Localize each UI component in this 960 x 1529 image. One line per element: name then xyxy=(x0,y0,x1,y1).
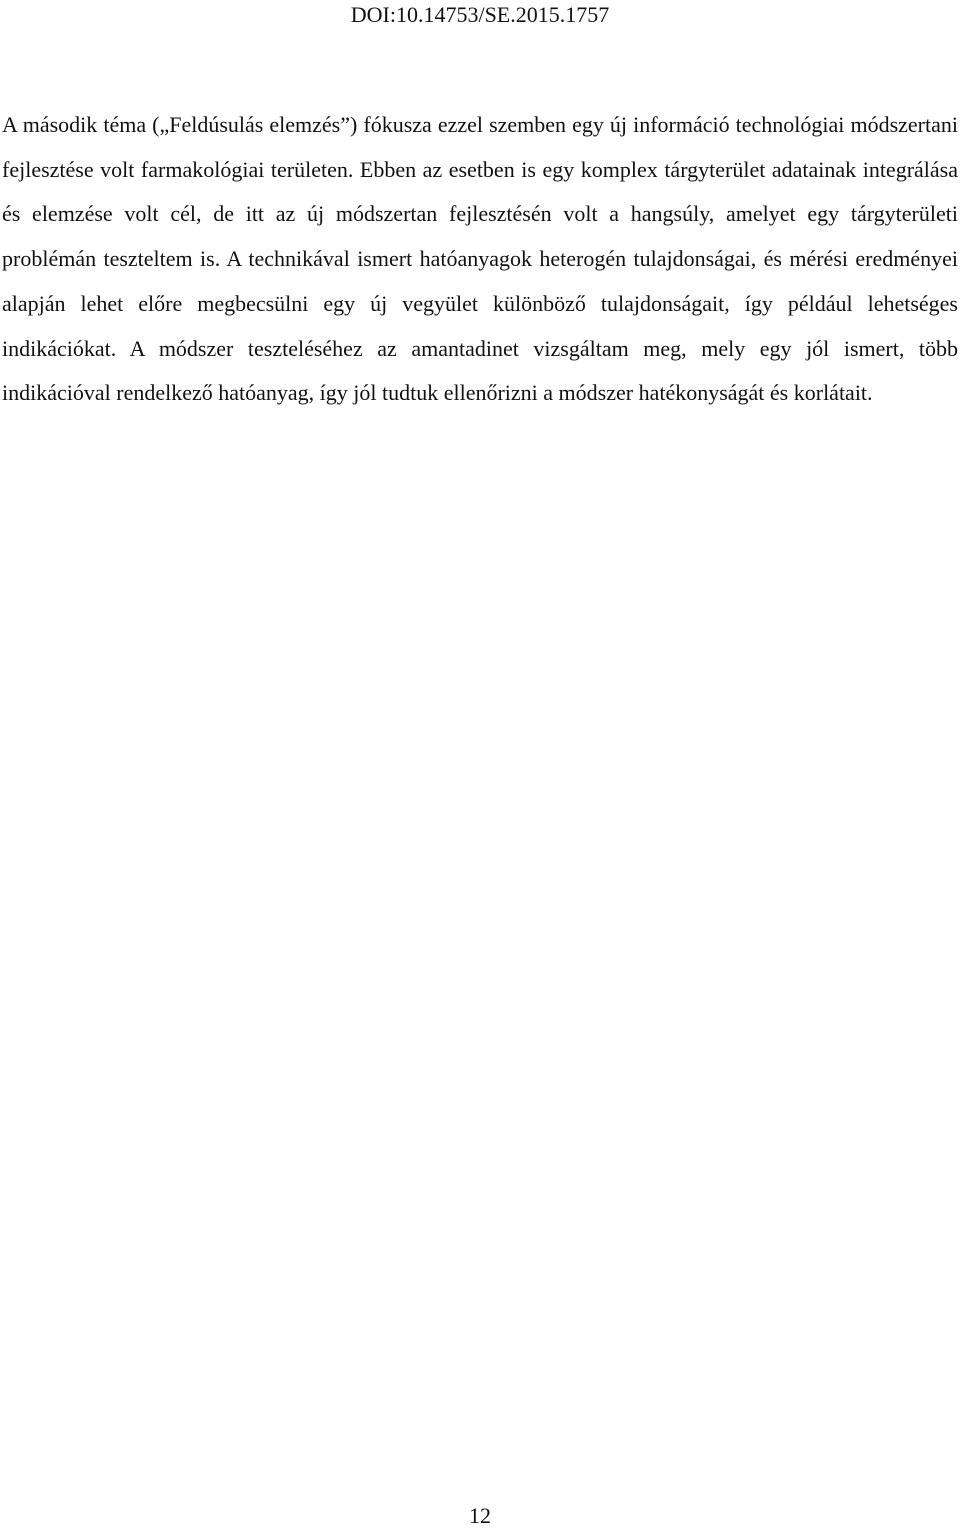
doi-header: DOI:10.14753/SE.2015.1757 xyxy=(350,2,610,27)
body-paragraph: A második téma („Feldúsulás elemzés”) fókusza ezzel szemben egy új információ technológiai módszertani fejlesztése volt farmakológiai területen. Ebben az esetben is egy komplex tárgyterület adatainak integrálása és elemzése volt cél, de itt az új módszertan fejlesztésén volt a hangsúly, amelyet egy tárgyterületi problémán teszteltem is. A technikával ismert hatóanyagok heterogén tulajdonságai, és mérési eredményei alapján lehet előre megbecsülni egy új vegyület különböző tulajdonságait, így például lehetséges indikációkat. A módszer teszteléséhez az amantadinet vizsgáltam meg, mely egy jól ismert, több indikációval rendelkező hatóanyag, így jól tudtuk ellenőrizni a módszer hatékonyságát és korlátait. xyxy=(2,112,958,406)
page-number: 12 xyxy=(469,1503,491,1528)
